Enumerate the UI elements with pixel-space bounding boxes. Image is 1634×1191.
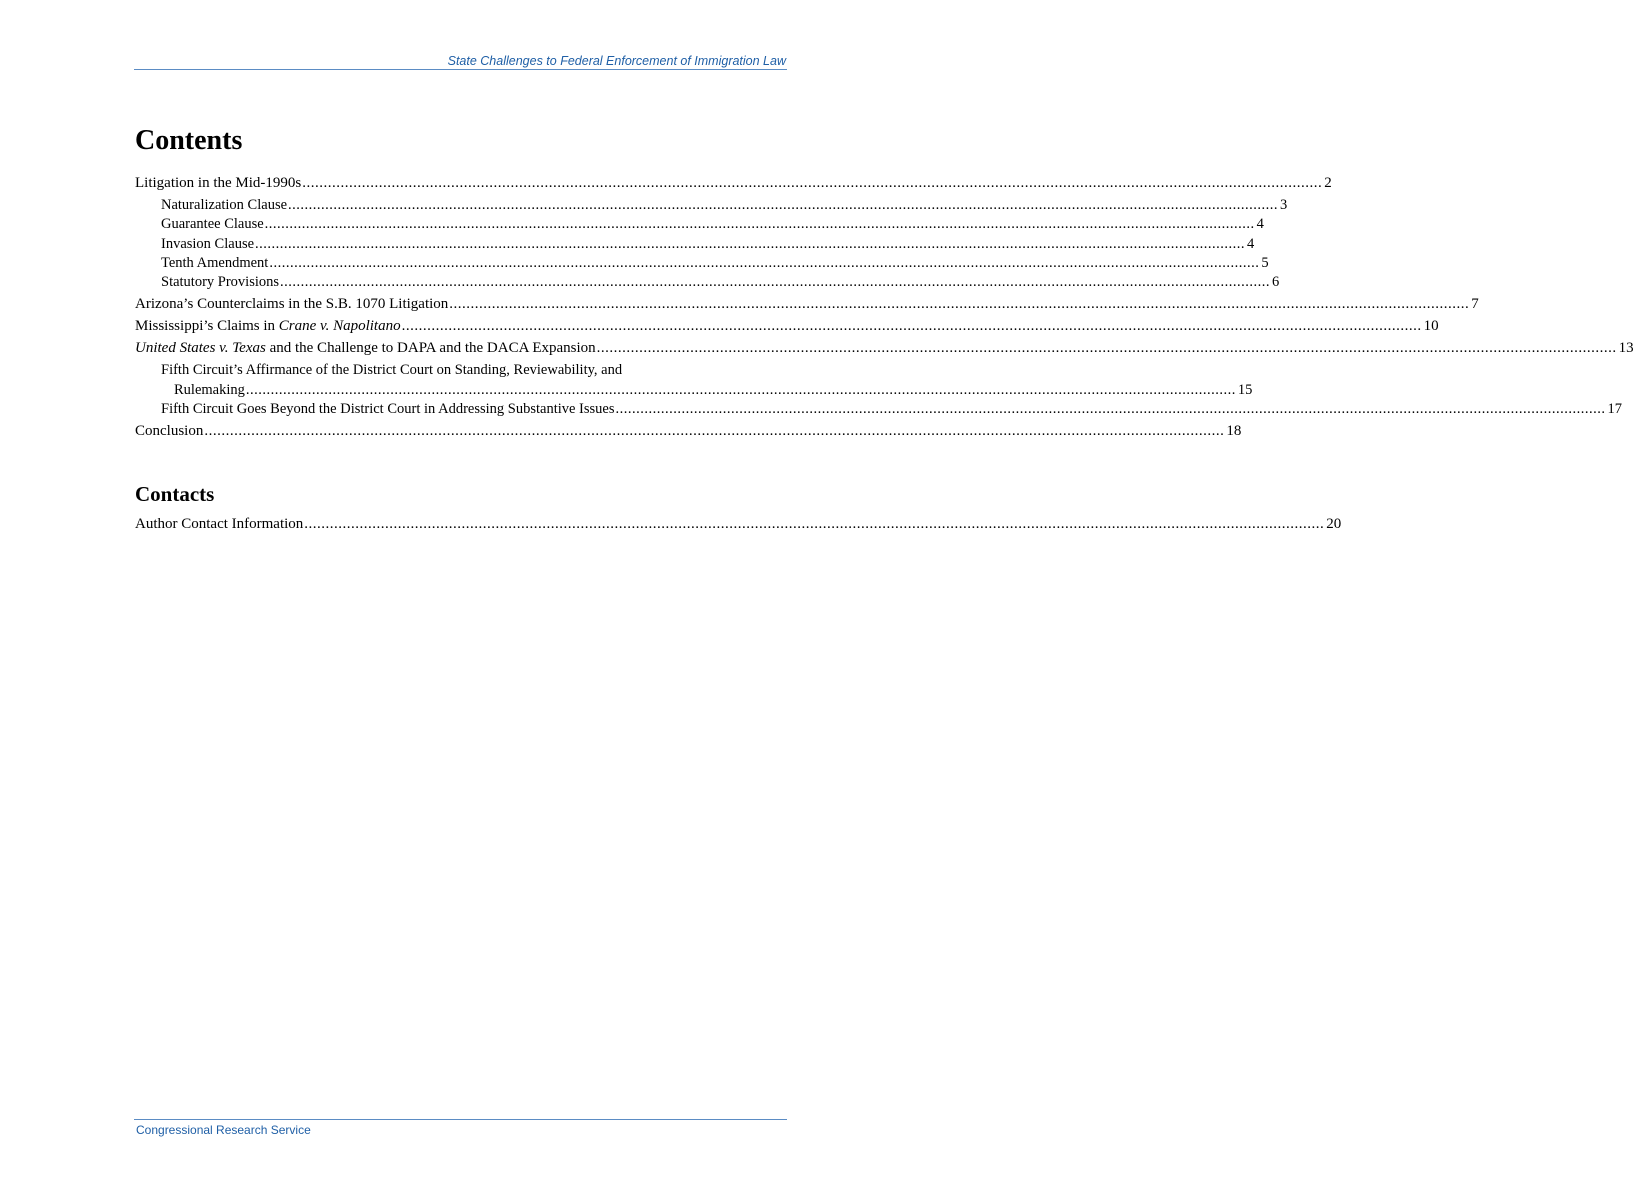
toc-page-number: 5	[1261, 254, 1269, 271]
toc-entry-label: Tenth Amendment	[161, 254, 269, 271]
toc-entry-label-prefix: Mississippi’s Claims in	[135, 318, 279, 335]
toc-entry-guarantee-clause[interactable]	[135, 215, 1264, 234]
dot-leader	[304, 515, 1324, 534]
toc-entry-label: Guarantee Clause	[161, 216, 264, 233]
toc-entry-label-line-2: Rulemaking	[174, 381, 245, 398]
toc-page-number: 15	[1237, 381, 1253, 398]
dot-leader	[402, 317, 1422, 336]
toc-entry-label: Statutory Provisions	[161, 274, 280, 291]
toc-entry-statutory-provisions[interactable]	[135, 273, 1280, 292]
dot-leader	[288, 196, 1278, 215]
toc-page-number: 13	[1618, 340, 1634, 357]
toc-entry-label: Invasion Clause	[161, 235, 255, 252]
dot-leader	[246, 381, 1236, 400]
contacts-heading: Contacts	[135, 482, 215, 506]
dot-leader	[265, 215, 1255, 234]
toc-entry-label-suffix: and the Challenge to DAPA and the DACA Expansion	[265, 340, 596, 357]
toc-entry-continuation	[135, 381, 1253, 400]
toc-entry-label: Author Contact Information	[135, 516, 304, 532]
toc-page-number: 7	[1471, 296, 1479, 313]
dot-leader	[597, 339, 1617, 358]
case-name-italic: United States v. Texas	[135, 340, 266, 357]
toc-page-number: 2	[1324, 175, 1332, 191]
contents-heading: Contents	[135, 125, 243, 156]
toc-page-number: 18	[1226, 423, 1242, 440]
dot-leader	[302, 174, 1322, 193]
toc-entry-arizona-counterclaims[interactable]	[135, 295, 1479, 314]
toc-entry-invasion-clause[interactable]	[135, 235, 1255, 254]
running-header-title: State Challenges to Federal Enforcement of Immigration Law	[447, 54, 786, 68]
toc-entry-label	[135, 317, 401, 336]
toc-page-number: 20	[1326, 516, 1342, 532]
toc-entry-author-contact-information[interactable]	[135, 515, 1342, 534]
toc-entry-label: Naturalization Clause	[161, 197, 288, 213]
toc-entry-label-line-1: Fifth Circuit’s Affirmance of the District Court on Standing, Reviewability, and	[161, 362, 623, 379]
toc-page-number: 3	[1280, 197, 1288, 213]
toc-entry-tenth-amendment[interactable]	[135, 254, 1269, 273]
toc-page-number: 10	[1423, 318, 1439, 335]
case-name-italic: Crane v. Napolitano	[278, 318, 401, 335]
toc-entry-united-states-v-texas[interactable]	[135, 339, 1634, 358]
toc-entry-mississippi-claims[interactable]	[135, 317, 1439, 336]
contacts-list	[135, 515, 1342, 534]
toc-entry-label: Arizona’s Counterclaims in the S.B. 1070 Litigation	[135, 296, 449, 313]
dot-leader	[449, 295, 1469, 314]
toc-entry-label: Conclusion	[135, 423, 204, 440]
toc-entry-naturalization-clause[interactable]	[135, 196, 1288, 215]
toc-page-number: 4	[1247, 235, 1255, 252]
table-of-contents	[135, 174, 1634, 441]
toc-entry-fifth-circuit-affirmance[interactable]	[135, 361, 1253, 400]
toc-entry-fifth-circuit-beyond[interactable]	[135, 400, 1623, 419]
dot-leader	[280, 273, 1270, 292]
toc-entry-label: Litigation in the Mid-1990s	[135, 175, 302, 191]
dot-leader	[204, 422, 1224, 441]
toc-entry-label: Fifth Circuit Goes Beyond the District Court in Addressing Substantive Issues	[161, 401, 615, 418]
toc-page-number: 4	[1256, 216, 1264, 233]
header-rule	[134, 69, 787, 70]
dot-leader	[255, 235, 1245, 254]
footer-rule	[134, 1119, 787, 1120]
footer-publisher: Congressional Research Service	[136, 1123, 311, 1137]
toc-page-number: 6	[1272, 274, 1280, 291]
toc-page-number: 17	[1607, 401, 1623, 418]
toc-entry-conclusion[interactable]	[135, 422, 1242, 441]
toc-entry-litigation-mid-1990s[interactable]	[135, 174, 1332, 193]
toc-entry-label	[135, 339, 596, 358]
dot-leader	[616, 400, 1606, 419]
dot-leader	[269, 254, 1259, 273]
